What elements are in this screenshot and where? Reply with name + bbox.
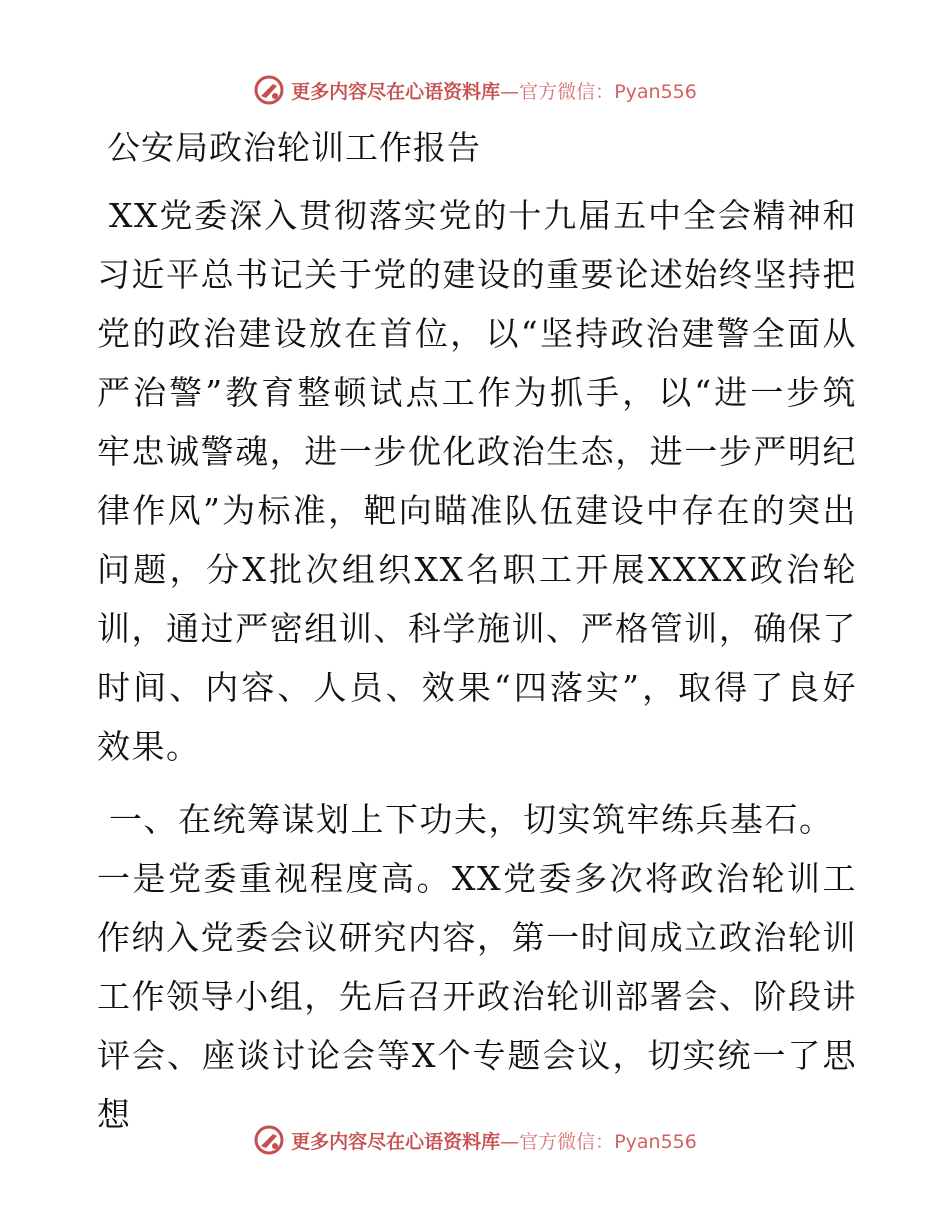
- watermark-separator: —: [500, 80, 520, 103]
- document-title: 公安局政治轮训工作报告: [107, 128, 481, 167]
- brand-logo-icon: [253, 74, 285, 106]
- watermark-wechat-id: Pyan556: [614, 80, 697, 103]
- watermark-official-label: 官方微信：: [519, 80, 615, 103]
- brand-logo-icon: [253, 1124, 285, 1156]
- watermark-official-label: 官方微信：: [519, 1130, 615, 1153]
- section-1-heading: 一、在统筹谋划上下功夫，切实筑牢练兵基石。: [109, 800, 834, 839]
- watermark-wechat-id: Pyan556: [614, 1130, 697, 1153]
- header-watermark: [0, 72, 950, 108]
- watermark-site-name: 更多内容尽在心语资料库: [291, 1130, 501, 1153]
- document-body: [97, 118, 857, 1144]
- footer-watermark: [0, 1122, 950, 1158]
- watermark-site-name: 更多内容尽在心语资料库: [291, 80, 501, 103]
- watermark-text: [291, 77, 697, 104]
- intro-paragraph: XX党委深入贯彻落实党的十九届五中全会精神和习近平总书记关于党的建设的重要论述始终坚持把党的政治建设放在首位，以“坚持政治建警全面从严治警”教育整顿试点工作为抓手，以“进一步筑牢忠诚警魂，进一步优化政治生态，进一步严明纪律作风”为标准，靶向瞄准队伍建设中存在的突出问题，分X批次组织XX名职工开展XXXX政治轮训，通过严密组训、科学施训、严格管训，确保了时间、内容、人员、效果“四落实”，取得了良好效果。: [97, 196, 857, 766]
- section-1-paragraph: 一是党委重视程度高。XX党委多次将政治轮训工作纳入党委会议研究内容，第一时间成立政治轮训工作领导小组，先后召开政治轮训部署会、阶段讲评会、座谈讨论会等X个专题会议，切实统一了思想: [97, 859, 857, 1134]
- watermark-text: [291, 1127, 697, 1154]
- watermark-separator: —: [500, 1130, 520, 1153]
